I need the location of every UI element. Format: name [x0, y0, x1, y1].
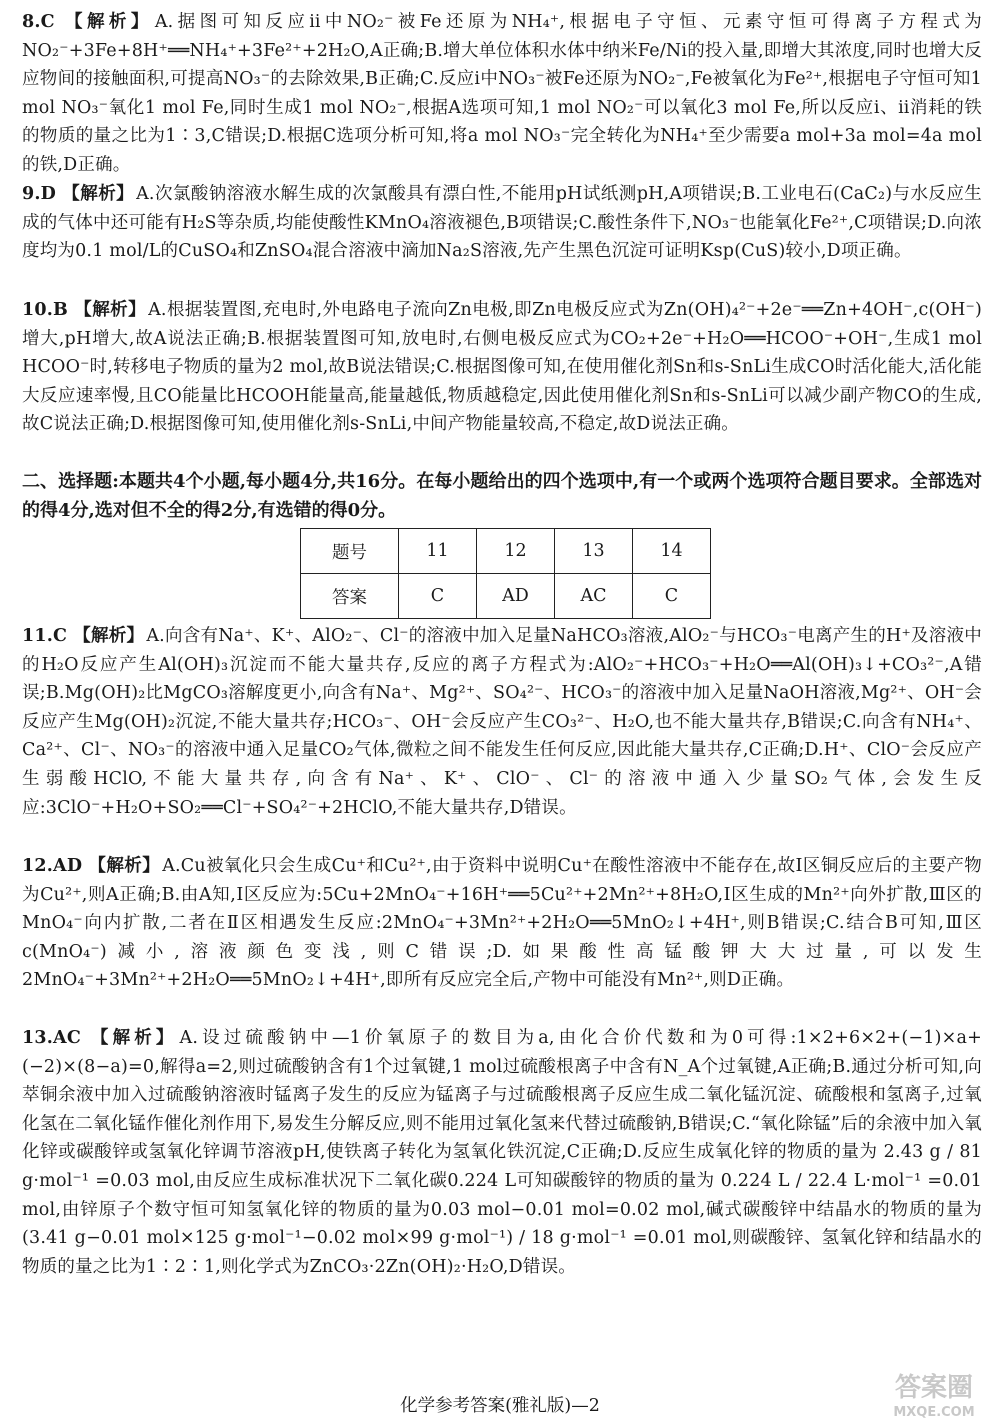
svg-text:MXQE.COM: MXQE.COM	[893, 1405, 975, 1420]
analysis-tag: 【解析】	[74, 300, 147, 320]
answer-letter: B	[53, 300, 69, 320]
answer-item-8	[22, 8, 982, 180]
analysis-tag: 【解析】	[88, 856, 161, 876]
answer-item-12	[22, 852, 982, 995]
answer-letter: AC	[53, 1028, 81, 1048]
table-cell: C	[399, 574, 477, 619]
analysis-tag: 【解析】	[62, 184, 135, 204]
table-cell: AD	[477, 574, 555, 619]
analysis-tag: 【解析】	[60, 12, 153, 32]
watermark-logo	[880, 1362, 988, 1422]
analysis-text: A.设过硫酸钠中—1价氧原子的数目为a,由化合价代数和为0可得:1×2+6×2+(−1)×a+(−2)×(8−a)=0,解得a=2,则过硫酸钠含有1个过氧键,1 mol过硫酸根离子中含有N_A个过氧键,A正确;B.通过分析可知,向萃铜余液中加入过硫酸钠溶液时锰离子发生的反应为锰离子与过硫酸根离子反应生成二氧化锰沉淀、硫酸根和氢离子,过氧化氢在二氧化锰作催化剂作用下,易发生分解反应,则不能用过氧化氢来代替过硫酸钠,B错误;C.“氧化除锰”后的余液中加入氧化锌或碳酸锌或氢氧化锌调节溶液pH,使铁离子转化为氢氧化铁沉淀,C正确;D.反应生成氧化锌的物质的量为 2.43 g / 81 g·mol⁻¹ =0.03 mol,由反应生成标准状况下二氧化碳0.224 L可知碳酸锌的物质的量为 0.224 L / 22.4 L·mol⁻¹ =0.01 mol,由锌原子个数守恒可知氢氧化锌的物质的量为0.03 mol−0.01 mol=0.02 mol,碱式碳酸锌中结晶水的物质的量为 (3.41 g−0.01 mol×125 g·mol⁻¹−0.02 mol×99 g·mol⁻¹) / 18 g·mol⁻¹ =0.01 mol,则碳酸锌、氢氧化锌和结晶水的物质的量之比为1∶2∶1,则化学式为ZnCO₃·2Zn(OH)₂·H₂O,D错误。	[22, 1028, 982, 1277]
analysis-text: A.根据装置图,充电时,外电路电子流向Zn电极,即Zn电极反应式为Zn(OH)₄²⁻+2e⁻══Zn+4OH⁻,c(OH⁻)增大,pH增大,故A说法正确;B.根据装置图可知,放电时,右侧电极反应式为CO₂+2e⁻+H₂O══HCOO⁻+OH⁻,生成1 mol HCOO⁻时,转移电子物质的量为2 mol,故B说法错误;C.根据图像可知,在使用催化剂Sn和s-SnLi生成CO时活化能大,活化能大反应速率慢,且CO能量比HCOOH能量高,能量越低,物质越稳定,因此使用催化剂Sn和s-SnLi可以减少副产物CO的生成,故C说法正确;D.根据图像可知,使用催化剂s-SnLi,中间产物能量较高,不稳定,故D说法正确。	[22, 300, 982, 435]
table-cell: 12	[477, 529, 555, 574]
answer-letter: C	[53, 626, 68, 646]
table-header-cell: 答案	[301, 574, 399, 619]
answer-item-9	[22, 180, 982, 266]
analysis-text: A.Cu被氧化只会生成Cu⁺和Cu²⁺,由于资料中说明Cu⁺在酸性溶液中不能存在,故Ⅰ区铜反应后的主要产物为Cu²⁺,则A正确;B.由A知,Ⅰ区反应为:5Cu+2MnO₄⁻+16H⁺══5Cu²⁺+2Mn²⁺+8H₂O,Ⅰ区生成的Mn²⁺向外扩散,Ⅲ区的MnO₄⁻向内扩散,二者在Ⅱ区相遇发生反应:2MnO₄⁻+3Mn²⁺+2H₂O══5MnO₂↓+4H⁺,则B错误;C.结合B可知,Ⅲ区c(MnO₄⁻)减小,溶液颜色变浅,则C错误;D.如果酸性高锰酸钾大大过量,可以发生2MnO₄⁻+3Mn²⁺+2H₂O══5MnO₂↓+4H⁺,即所有反应完全后,产物中可能没有Mn²⁺,则D正确。	[22, 856, 982, 991]
svg-text:答案圈: 答案圈	[894, 1373, 974, 1403]
analysis-tag: 【解析】	[86, 1028, 178, 1048]
question-number: 13.	[22, 1028, 54, 1048]
answer-item-10	[22, 296, 982, 439]
answer-letter: AD	[53, 856, 83, 876]
analysis-text: A.向含有Na⁺、K⁺、AlO₂⁻、Cl⁻的溶液中加入足量NaHCO₃溶液,AlO₂⁻与HCO₃⁻电离产生的H⁺及溶液中的H₂O反应产生Al(OH)₃沉淀而不能大量共存,反应的离子方程式为:AlO₂⁻+HCO₃⁻+H₂O══Al(OH)₃↓+CO₃²⁻,A错误;B.Mg(OH)₂比MgCO₃溶解度更小,向含有Na⁺、Mg²⁺、SO₄²⁻、HCO₃⁻的溶液中加入足量NaOH溶液,Mg²⁺、OH⁻会反应产生Mg(OH)₂沉淀,不能大量共存;HCO₃⁻、OH⁻会反应产生CO₃²⁻、H₂O,也不能大量共存,B错误;C.向含有NH₄⁺、Ca²⁺、Cl⁻、NO₃⁻的溶液中通入足量CO₂气体,微粒之间不能发生任何反应,因此能大量共存,C正确;D.H⁺、ClO⁻会反应产生弱酸HClO,不能大量共存,向含有Na⁺、K⁺、ClO⁻、Cl⁻的溶液中通入少量SO₂气体,会发生反应:3ClO⁻+H₂O+SO₂══Cl⁻+SO₄²⁻+2HClO,不能大量共存,D错误。	[22, 626, 982, 818]
table-row-numbers	[301, 529, 711, 574]
answer-letter: C	[40, 12, 55, 32]
question-number: 9.	[22, 184, 41, 204]
question-number: 10.	[22, 300, 54, 320]
question-number: 11.	[22, 626, 54, 646]
answer-item-11	[22, 622, 982, 822]
page-footer: 化学参考答案(雅礼版)—2	[400, 1396, 600, 1416]
section-heading: 二、选择题:本题共4个小题,每小题4分,共16分。在每小题给出的四个选项中,有一个或两个选项符合题目要求。全部选对的得4分,选对但不全的得2分,有选错的得0分。	[22, 471, 982, 521]
answer-item-13	[22, 1024, 982, 1281]
table-row-answers	[301, 574, 711, 619]
question-number: 12.	[22, 856, 54, 876]
table-cell: 11	[399, 529, 477, 574]
table-header-cell: 题号	[301, 529, 399, 574]
answer-table	[300, 528, 711, 619]
table-cell: C	[633, 574, 711, 619]
question-number: 8.	[22, 12, 41, 32]
analysis-text: A.据图可知反应ⅱ中NO₂⁻被Fe还原为NH₄⁺,根据电子守恒、元素守恒可得离子方程式为NO₂⁻+3Fe+8H⁺══NH₄⁺+3Fe²⁺+2H₂O,A正确;B.增大单位体积水体中纳米Fe/Ni的投入量,即增大其浓度,同时也增大反应物间的接触面积,可提高NO₃⁻的去除效果,B正确;C.反应ⅰ中NO₃⁻被Fe还原为NO₂⁻,Fe被氧化为Fe²⁺,根据电子守恒可知1 mol NO₃⁻氧化1 mol Fe,同时生成1 mol NO₂⁻,根据A选项可知,1 mol NO₂⁻可以氧化3 mol Fe,所以反应ⅰ、ⅱ消耗的铁的物质的量之比为1∶3,C错误;D.根据C选项分析可知,将a mol NO₃⁻完全转化为NH₄⁺至少需要a mol+3a mol=4a mol的铁,D正确。	[22, 12, 982, 175]
table-cell: AC	[555, 574, 633, 619]
answer-letter: D	[40, 184, 57, 204]
analysis-text: A.次氯酸钠溶液水解生成的次氯酸具有漂白性,不能用pH试纸测pH,A项错误;B.工业电石(CaC₂)与水反应生成的气体中还可能有H₂S等杂质,均能使酸性KMnO₄溶液褪色,B项错误;C.酸性条件下,NO₃⁻也能氧化Fe²⁺,C项错误;D.向浓度均为0.1 mol/L的CuSO₄和ZnSO₄混合溶液中滴加Na₂S溶液,先产生黑色沉淀可证明Ksp(CuS)较小,D项正确。	[22, 184, 982, 262]
table-cell: 14	[633, 529, 711, 574]
table-cell: 13	[555, 529, 633, 574]
analysis-tag: 【解析】	[73, 626, 145, 646]
